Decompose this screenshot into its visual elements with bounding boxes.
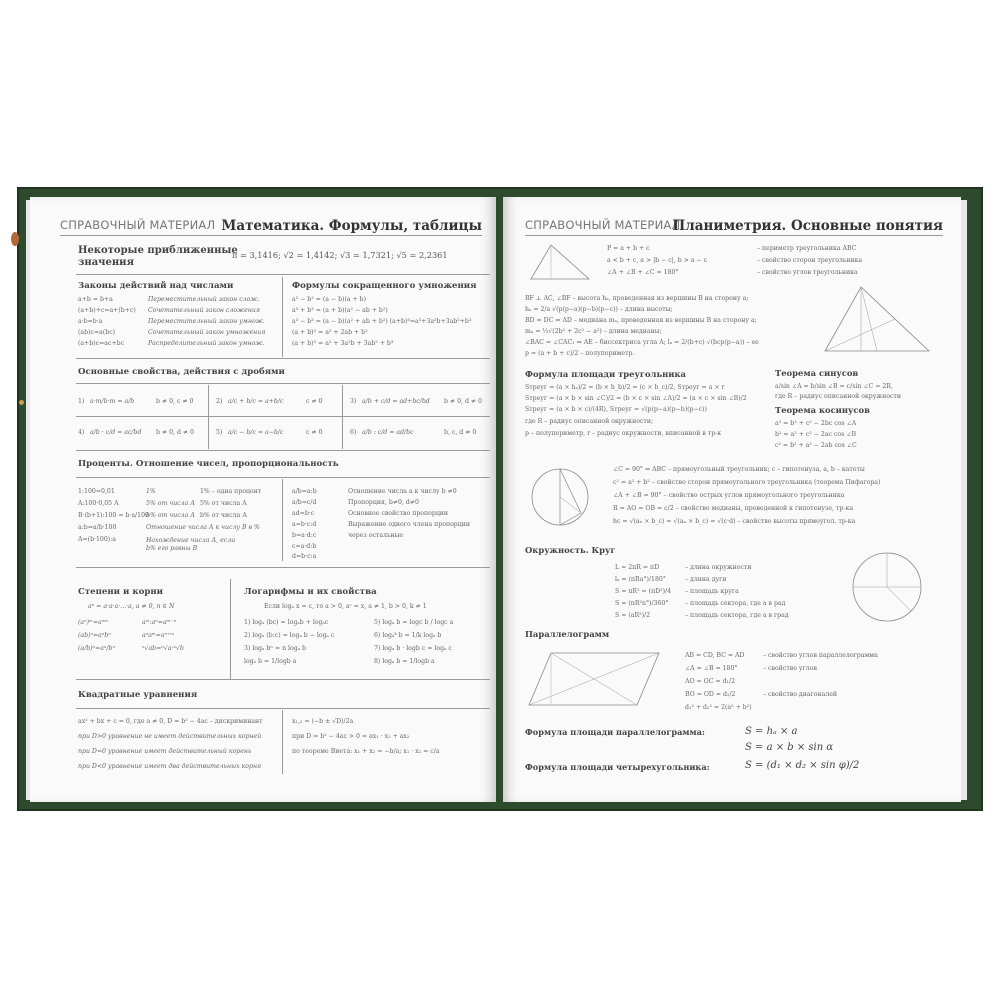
log-rule: 2) logₐ (b:c) = logₐ b − logₐ c — [244, 632, 335, 639]
divider — [76, 450, 490, 451]
area-triangle-line: Sтреуг = (a × b × c)/(4R), Sтреуг = √(p(p−a)(p−b)(p−c)) — [525, 406, 707, 413]
fraction-cond: b ≠ 0, c ≠ 0 — [156, 398, 194, 405]
fraction-cond: b ≠ 0, d ≠ 0 — [444, 398, 482, 405]
proportion-cell: Отношение числа а к числу b ≠0 — [348, 488, 457, 495]
proportion-cell: Основное свойство пропорции — [348, 510, 449, 517]
percent-cell: Нахождение числа А, если b% его равны В — [146, 537, 236, 552]
divider — [282, 710, 283, 774]
parallelogram-formula: ∠A = ∠B = 180° — [685, 665, 738, 672]
logs-heading: Логарифмы и их свойства — [244, 587, 377, 597]
page-stack-right — [961, 200, 967, 800]
circle-formula: S = πR² = (πD²)/4 — [615, 588, 672, 595]
percent-cell: 5% от числа А — [200, 500, 247, 507]
fraction-expr: a/c + b/c = a+b/c — [228, 398, 284, 405]
parallelogram-formula: d₁² + d₂² = 2(a² + b²) — [685, 704, 752, 711]
fraction-number: 4) — [78, 429, 85, 436]
power-rule: (aⁿ)ᵐ=aⁿᵐ — [78, 619, 108, 626]
fractions-heading: Основные свойства, действия с дробями — [78, 367, 285, 377]
fraction-expr: a/b · c/d = ac/bd — [90, 429, 142, 436]
percent-cell: A=(b·100):a — [78, 536, 116, 543]
divider — [76, 477, 490, 478]
law-name: Сочетательный закон умножения — [148, 329, 266, 336]
right-triangle-line: c² = a² + b² – свойство сторон прямоугольного треугольника (теорема Пифагора) — [613, 479, 881, 486]
percent-cell: 5% от числа А — [146, 500, 195, 507]
area-quad-label: Формула площади четырехугольника: — [525, 762, 710, 772]
circle-desc: – длина окружности — [685, 564, 752, 571]
inscribed-right-triangle-figure — [529, 459, 591, 531]
fraction-number: 5) — [216, 429, 223, 436]
triangle-line: hₐ = 2/a √(p(p−a)(p−b)(p−c)) – длина высоты; — [525, 306, 673, 313]
parallelogram-figure — [525, 649, 663, 709]
circle-formula: lₐ = (πRa°)/180° — [615, 576, 666, 583]
fraction-cond: c ≠ 0 — [306, 429, 323, 436]
percent-cell: Отношение числа А к числу В в % — [146, 524, 260, 531]
triangle-line: BF ⊥ AC, ∠BF – высота hₐ, проведенная из вершины В на сторону a; — [525, 295, 749, 302]
proportion-cell: Пропорция, b≠0, d≠0 — [348, 499, 419, 506]
fraction-cond: b, c, d ≠ 0 — [444, 429, 477, 436]
quad-line: при D>0 уравнение не имеет действительных корней — [78, 733, 262, 740]
divider — [282, 277, 283, 357]
triangle-fact: P = a + b + c — [607, 245, 650, 252]
fraction-expr: a·m/b·m = a/b — [90, 398, 135, 405]
sines-heading: Теорема синусов — [775, 368, 859, 378]
percent-cell: 1% — [146, 488, 156, 495]
fraction-expr: a/c − b/c = a−b/c — [228, 429, 284, 436]
short-mult-heading: Формулы сокращенного умножения — [292, 281, 477, 291]
quad-line: при D = b² − 4ac > 0 = ax₁ · x₂ + ax₂ — [292, 733, 410, 740]
quad-line: x₁,₂ = (−b ± √D)/2a — [292, 718, 354, 725]
triangle-fact: ∠A + ∠B + ∠C = 180° — [607, 269, 679, 276]
percent-cell: 1:100=0,01 — [78, 488, 115, 495]
sines-line: где R – радиус описанной окружности — [775, 393, 901, 400]
fraction-number: 6) — [350, 429, 357, 436]
triangle-fact-desc: – свойство углов треугольника — [757, 269, 858, 276]
log-rule: 3) logₐ bⁿ = n logₐ b — [244, 645, 307, 652]
approx-values: π = 3,1416; √2 = 1,4142; √3 = 1,7321; √5 = 2,2361 — [232, 250, 448, 260]
left-page — [30, 197, 496, 802]
cosines-heading: Теорема косинусов — [775, 405, 870, 415]
left-page-header — [60, 215, 482, 236]
percent-cell: A:100·0,05 A — [78, 500, 119, 507]
power-rule: aᵐ:aⁿ=aᵐ⁻ⁿ — [142, 619, 177, 626]
proportion-cell: a=b·c:d — [292, 521, 317, 528]
percent-cell: b% от числа А — [200, 512, 247, 519]
circle-desc: – площадь сектора, где a в рад — [685, 600, 786, 607]
quad-line: при D<0 уравнение имеет два действительных корня — [78, 763, 262, 770]
short-mult-formula: a² − b² = (a − b)(a + b) — [292, 296, 367, 303]
parallelogram-formula: BO = OD = d₂/2 — [685, 691, 736, 698]
power-rule: (ab)ⁿ=aⁿbⁿ — [78, 632, 111, 639]
cosines-line: c² = b² + a² − 2ab cos ∠C — [775, 442, 857, 449]
law-formula: a+b = b+a — [78, 296, 113, 303]
power-rule: ⁿ√ab=ⁿ√a·ⁿ√b — [142, 645, 184, 652]
quad-heading: Квадратные уравнения — [78, 690, 198, 700]
fraction-cond: c ≠ 0 — [306, 398, 323, 405]
parallelogram-desc: – свойство углов — [763, 665, 817, 672]
log-rule: logₐ b = 1/logb a — [244, 658, 297, 665]
parallelogram-formula: AB = CD, BC = AD — [685, 652, 745, 659]
proportion-cell: a/b=a:b — [292, 488, 317, 495]
proportion-cell: Выражение одного члена пропорции — [348, 521, 470, 528]
area-triangle-line: p – полупериметр, r – радиус окружности, вписанной в тр-к — [525, 430, 722, 437]
left-page-title: Математика. Формулы, таблицы — [221, 218, 482, 234]
circle-heading: Окружность. Круг — [525, 545, 616, 555]
cosines-line: b² = a² + c² − 2ac cos ∠B — [775, 431, 857, 438]
short-mult-formula: (a + b)³ = a³ + 3a²b + 3ab² + b³ — [292, 340, 394, 347]
circle-desc: – длина дуги — [685, 576, 727, 583]
divider — [76, 567, 490, 568]
laws-heading: Законы действий над числами — [78, 281, 234, 291]
triangle-line: ∠BAC = ∠CAC₁ ⇒ AE – биссектриса угла A; lₐ = 2/(b+c) √(bcp(p−a)) – ее — [525, 339, 759, 346]
quad-line: при D=0 уравнение имеет действительный корень — [78, 748, 252, 755]
percent-cell: 1% – одна процент — [200, 488, 262, 495]
divider — [76, 416, 490, 417]
right-triangle-line: ∠C = 90° ⇒ ABC – прямоугольный треугольник; c – гипотенуза, a, b – катеты — [613, 466, 865, 473]
right-page-title: Планиметрия. Основные понятия — [672, 218, 943, 234]
right-triangle-line: ∠A + ∠B = 90° – свойство острых углов прямоугольного треугольника — [613, 492, 845, 499]
proportion-cell: ad=b·c — [292, 510, 315, 517]
circle-figure — [849, 545, 925, 629]
proportion-cell: a/b=c/d — [292, 499, 317, 506]
power-rule: aⁿaᵐ=aⁿ⁺ᵐ — [142, 632, 175, 639]
triangle-line: p = (a + b + c)/2 – полупериметр. — [525, 350, 635, 357]
right-page — [503, 197, 961, 802]
log-rule: 6) logₐᵏ b = 1/k logₐ b — [374, 632, 442, 639]
fraction-number: 3) — [350, 398, 357, 405]
percent-cell: B·(b+1):100 = b·a/100 — [78, 512, 149, 519]
law-name: Сочетательный закон сложения — [148, 307, 260, 314]
parallelogram-desc: – свойство диагоналей — [763, 691, 838, 698]
area-quad-formula: S = (d₁ × d₂ × sin φ)/2 — [745, 760, 860, 771]
divider — [76, 274, 490, 275]
percent-heading: Проценты. Отношение чисел, пропорциональность — [78, 459, 339, 469]
proportion-cell: через остальные — [348, 532, 404, 539]
law-formula: a·b=b·a — [78, 318, 103, 325]
area-triangle-line: Sтреуг = (a × hₐ)/2 = (b × h_b)/2 = (c × h_c)/2, Sтреуг = a × r — [525, 384, 725, 391]
law-name: Распределительный закон умнож. — [148, 340, 265, 347]
fraction-expr: a/b : c/d = ad/bc — [362, 429, 414, 436]
short-mult-formula: a³ + b³ = (a + b)(a² − ab + b²) — [292, 307, 388, 314]
law-formula: (a+b)+c=a+(b+c) — [78, 307, 136, 314]
circle-formula: S = (πR²n°)/360° — [615, 600, 669, 607]
area-triangle-line: Sтреуг = (a × b × sin ∠C)/2 = (b × c × sin ∠A)/2 = (a × c × sin ∠B)/2 — [525, 395, 747, 402]
cosines-line: a² = b² + c² − 2bc cos ∠A — [775, 420, 857, 427]
right-triangle-line: R = AO = OB = c/2 – свойство медианы, проведенной к гипотенузе, тр-ка — [613, 505, 854, 512]
area-triangle-line: где R – радиус описанной окружности; — [525, 418, 654, 425]
parallelogram-heading: Параллелограмм — [525, 629, 610, 639]
circle-formula: L = 2πR = πD — [615, 564, 660, 571]
proportion-cell: b=a·d:c — [292, 532, 317, 539]
binding-dot — [19, 400, 24, 405]
right-page-header — [525, 215, 943, 236]
log-rule: 7) logₐ b · logb c = logₐ c — [374, 645, 452, 652]
area-triangle-heading: Формула площади треугольника — [525, 369, 686, 379]
log-rule: 5) logₐ b = logc b / logc a — [374, 619, 454, 626]
divider — [76, 383, 490, 384]
law-name: Переместительный закон умнож. — [148, 318, 265, 325]
left-page-category: СПРАВОЧНЫЙ МАТЕРИАЛ — [60, 218, 216, 232]
approx-heading: Некоторые приближенные значения — [78, 245, 238, 268]
circle-desc: – площадь сектора, где a в град — [685, 612, 789, 619]
triangle-figure — [527, 241, 593, 283]
triangle-line: mₐ = ½√(2b² + 2c² − a²) – длина медианы; — [525, 328, 662, 335]
parallelogram-formula: AO = OC = d₁/2 — [685, 678, 736, 685]
powers-heading: Степени и корни — [78, 587, 164, 597]
divider — [282, 479, 283, 561]
logs-intro: Если logₐ x = c, то a > 0, aᶜ = x, a ≠ 1, b > 0, k ≠ 1 — [264, 603, 427, 610]
divider — [342, 385, 343, 449]
short-mult-formula: a³ − b³ = (a − b)(a² + ab + b²) (a+b)³=a³+3a²b+3ab²+b³ — [292, 318, 472, 325]
fraction-number: 1) — [78, 398, 85, 405]
fraction-expr: a/b + c/d = ad+bc/bd — [362, 398, 430, 405]
percent-cell: b% от числа А — [146, 512, 195, 519]
power-rule: (a/b)ⁿ=aⁿ/bⁿ — [78, 645, 116, 652]
bookmark-ribbon-end — [11, 232, 19, 246]
log-rule: 1) logₐ (bc) = logₐb + logₐc — [244, 619, 329, 626]
log-rule: 8) logₐ b = 1/logb a — [374, 658, 435, 665]
area-parallelogram-formula: S = hₐ × a — [745, 726, 798, 737]
sines-line: a/sin ∠A = b/sin ∠B = c/sin ∠C = 2R, — [775, 383, 893, 390]
circle-formula: S = (aR²)/2 — [615, 612, 651, 619]
law-formula: (a+b)c=ac+bc — [78, 340, 125, 347]
law-formula: (ab)c=a(bc) — [78, 329, 116, 336]
triangle-fact-desc: – периметр треугольника ABC — [757, 245, 857, 252]
short-mult-formula: (a + b)² = a² + 2ab + b² — [292, 329, 368, 336]
divider — [76, 679, 490, 680]
powers-intro: aⁿ = a·a·a·...·a, a ≠ 0, n ∈ N — [88, 603, 175, 610]
quad-line: ax² + bx + c = 0, где a ≠ 0, D = b² − 4ac – дискриминант — [78, 718, 263, 725]
right-triangle-line: hc = √(aₙ × b_c) = √(aₙ × b_c) = √(c·d) – свойство высоты прямоугол. тр-ка — [613, 518, 856, 525]
divider — [76, 708, 490, 709]
triangle-heights-figure — [821, 283, 933, 355]
divider — [208, 385, 209, 449]
triangle-fact: a < b + c, a > |b − c|, b > a − c — [607, 257, 708, 264]
quad-line: по теореме Виета: x₁ + x₂ = −b/a; x₁ · x₂ = c/a — [292, 748, 440, 755]
percent-cell: a:b=a/b·100 — [78, 524, 117, 531]
divider — [230, 579, 231, 679]
proportion-cell: d=b·c:a — [292, 553, 317, 560]
law-name: Переместительный закон слож. — [148, 296, 260, 303]
right-page-category: СПРАВОЧНЫЙ МАТЕРИАЛ — [525, 218, 681, 232]
proportion-cell: c=a·d:b — [292, 543, 317, 550]
area-parallelogram-label: Формула площади параллелограмма: — [525, 727, 705, 737]
area-parallelogram-formula-alt: S = a × b × sin α — [745, 742, 834, 753]
circle-desc: – площадь круга — [685, 588, 739, 595]
fraction-cond: b ≠ 0, d ≠ 0 — [156, 429, 194, 436]
triangle-fact-desc: – свойство сторон треугольника — [757, 257, 863, 264]
fraction-number: 2) — [216, 398, 223, 405]
triangle-line: BD = DC ⇒ AD – медиана mₐ, проведенная из вершины В на сторону a; — [525, 317, 757, 324]
divider — [76, 358, 490, 359]
parallelogram-desc: – свойство углов параллелограмма — [763, 652, 878, 659]
